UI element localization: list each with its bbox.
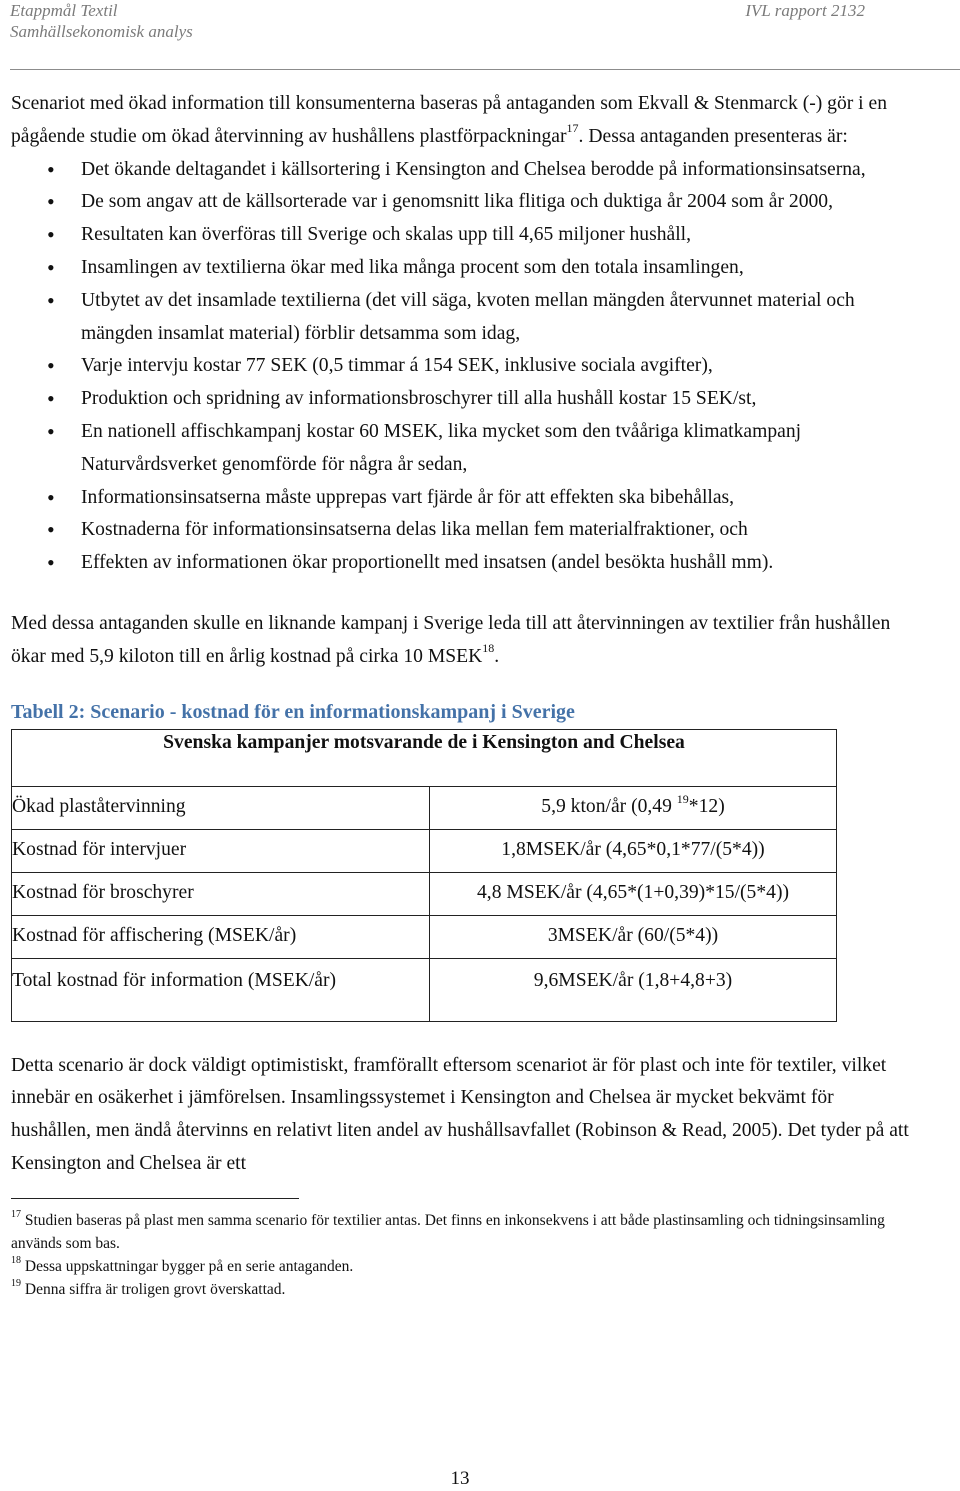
intro-paragraph xyxy=(11,88,911,154)
table-caption: Tabell 2: Scenario - kostnad för en informationskampanj i Sverige xyxy=(11,700,575,723)
footnote-ref-17[interactable]: 17 xyxy=(566,121,579,136)
spacer xyxy=(11,580,911,608)
footnote-ref-18[interactable]: 18 xyxy=(482,641,495,656)
assumption-item: • Effekten av informationen ökar proportionellt med insatsen (andel besökta hushåll mm). xyxy=(11,547,911,580)
page-content xyxy=(11,88,911,1301)
assumption-item: • Insamlingen av textilierna ökar med lika många procent som den totala insamlingen, xyxy=(11,252,911,285)
row-value-text: 5,9 kton/år (0,49 xyxy=(541,796,672,818)
assumption-list xyxy=(11,154,911,580)
row-label: Total kostnad för information (MSEK/år) xyxy=(12,958,430,1021)
assumption-item: • Varje intervju kostar 77 SEK (0,5 timmar á 154 SEK, inklusive sociala avgifter), xyxy=(11,350,911,383)
conclusion-text-end: . xyxy=(494,645,500,667)
assumption-item: • Informationsinsatserna måste upprepas vart fjärde år för att effekten ska bibehållas, xyxy=(11,482,911,515)
header-report-number: IVL rapport 2132 xyxy=(745,1,865,20)
footnote-18 xyxy=(11,1255,911,1278)
footnote-17 xyxy=(11,1209,911,1255)
table-heading: Svenska kampanjer motsvarande de i Kensington and Chelsea xyxy=(12,729,837,786)
row-value: 1,8MSEK/år (4,65*0,1*77/(5*4)) xyxy=(430,829,837,872)
table-heading-row xyxy=(12,729,837,786)
footnote-text: Denna siffra är troligen grovt överskattad. xyxy=(21,1280,286,1298)
page-header xyxy=(0,0,960,70)
assumption-item: • De som angav att de källsorterade var i genomsnitt lika flitiga och duktiga år 2004 som år 2000, xyxy=(11,186,911,219)
footnote-19 xyxy=(11,1278,911,1301)
footnote-ref-19[interactable]: 19 xyxy=(676,791,689,806)
assumption-item: • En nationell affischkampanj kostar 60 MSEK, lika mycket som den tvååriga klimatkampanj Naturvårdsverket genomförde för några år sedan, xyxy=(11,416,911,482)
conclusion-paragraph xyxy=(11,608,911,674)
header-project-title: Etappmål Textil xyxy=(10,1,118,20)
table-row xyxy=(12,958,837,1021)
footnote-number: 17 xyxy=(11,1208,21,1220)
assumption-item: • Utbytet av det insamlade textilierna (det vill säga, kvoten mellan mängden återvunnet material och mängden insamlat material) förblir detsamma som idag, xyxy=(11,285,911,351)
conclusion-text: Med dessa antaganden skulle en liknande kampanj i Sverige leda till att återvinningen av textilier från hushållen ökar med 5,9 kiloton till en årlig kostnad på cirka 10 MSEK xyxy=(11,612,891,667)
intro-text-end: . Dessa antaganden presenteras är: xyxy=(578,125,848,147)
assumption-item: • Det ökande deltagandet i källsortering i Kensington and Chelsea berodde på informationsinsatserna, xyxy=(11,154,911,187)
footnote-number: 18 xyxy=(11,1254,21,1266)
row-label: Ökad plaståtervinning xyxy=(12,786,430,829)
footnote-number: 19 xyxy=(11,1277,21,1289)
assumption-item: • Resultaten kan överföras till Sverige och skalas upp till 4,65 miljoner hushåll, xyxy=(11,219,911,252)
scenario-table xyxy=(11,729,837,1022)
row-value: 9,6MSEK/år (1,8+4,8+3) xyxy=(430,958,837,1021)
header-left xyxy=(10,0,193,42)
footnote-text: Dessa uppskattningar bygger på en serie antaganden. xyxy=(21,1257,354,1275)
table-row xyxy=(12,786,837,829)
row-value-text-end: *12) xyxy=(688,796,725,818)
row-label: Kostnad för intervjuer xyxy=(12,829,430,872)
row-value xyxy=(430,786,837,829)
table-row xyxy=(12,872,837,915)
row-label: Kostnad för broschyrer xyxy=(12,872,430,915)
row-label: Kostnad för affischering (MSEK/år) xyxy=(12,915,430,958)
assumption-item: • Kostnaderna för informationsinsatserna delas lika mellan fem materialfraktioner, och xyxy=(11,514,911,547)
row-value: 4,8 MSEK/år (4,65*(1+0,39)*15/(5*4)) xyxy=(430,872,837,915)
discussion-paragraph: Detta scenario är dock väldigt optimistiskt, framförallt eftersom scenariot är för plast och inte för textiler, vilket innebär en osäkerhet i jämförelsen. Insamlingssystemet i Kensington and Chelsea är mycket bekvämt för hushållen, men ändå återvinns en relativt liten andel av hushållsavfallet (Robinson & Read, 2005). Det tyder på att Kensington and Chelsea är ett xyxy=(11,1054,909,1174)
header-rule xyxy=(10,69,960,70)
row-value: 3MSEK/år (60/(5*4)) xyxy=(430,915,837,958)
footnote-text: Studien baseras på plast men samma scenario för textilier antas. Det finns en inkonsekvens i att både plastinsamling och tidningsinsamling används som bas. xyxy=(11,1211,885,1252)
footnote-rule xyxy=(11,1198,299,1199)
page-number: 13 xyxy=(450,1468,470,1489)
table-row xyxy=(12,915,837,958)
table-row xyxy=(12,829,837,872)
intro-text: Scenariot med ökad information till konsumenterna baseras på antaganden som Ekvall & Stenmarck (-) gör i en pågående studie om ökad återvinning av hushållens plastförpackningar xyxy=(11,93,888,147)
assumption-item: • Produktion och spridning av informationsbroschyrer till alla hushåll kostar 15 SEK/st, xyxy=(11,383,911,416)
header-subtitle: Samhällsekonomisk analys xyxy=(10,22,193,41)
